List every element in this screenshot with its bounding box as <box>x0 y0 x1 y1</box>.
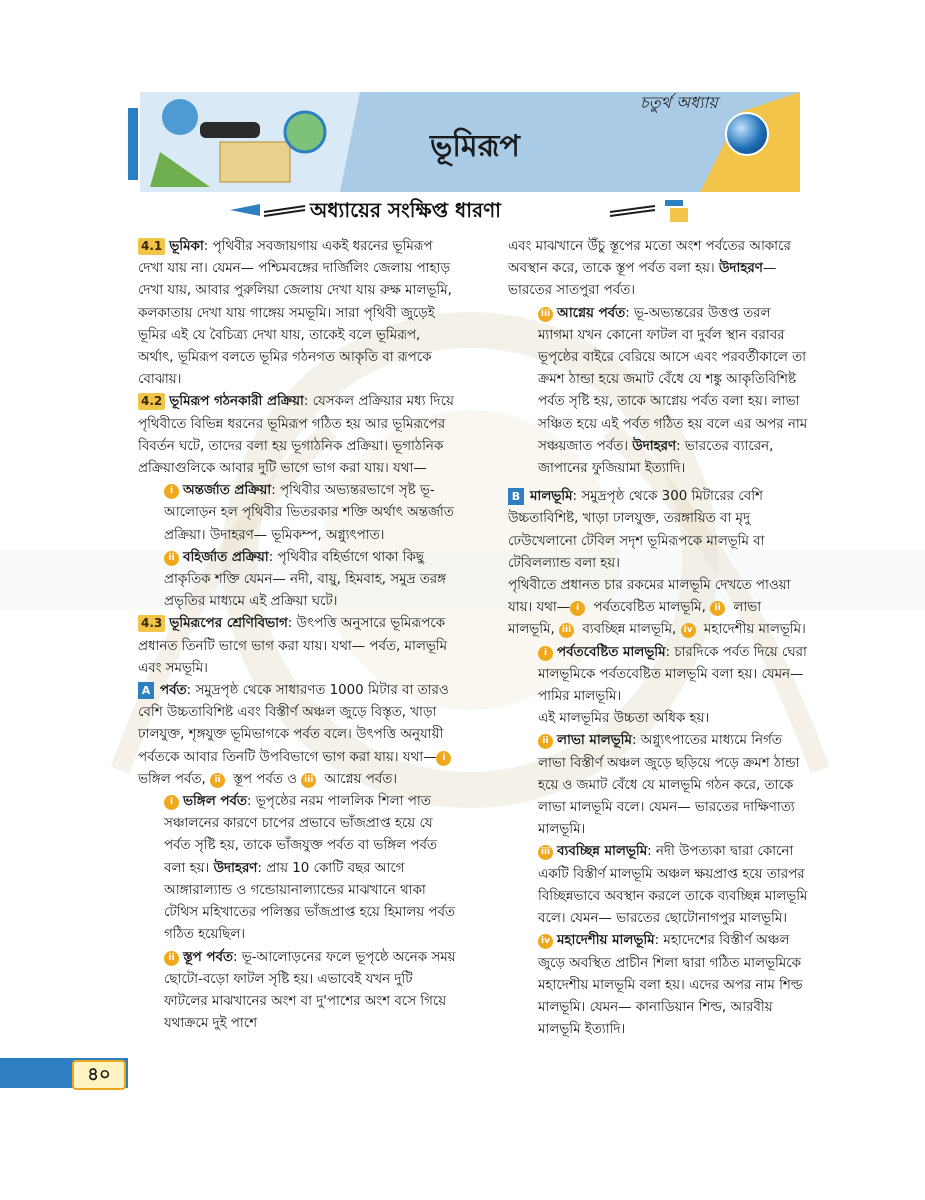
term: অন্তর্জাত প্রক্রিয়া <box>183 483 272 499</box>
paragraph-text: : পৃথিবীর সবজায়গায় একই ধরনের ভূমিরূপ দেখা যায় না। যেমন— পশ্চিমবঙ্গের দার্জিলিং জেলায় পাহাড় দেখা যায়, আবার পুরুলিয়া জেলায় দেখা যায় রুক্ষ মালভূমি, কলকাতায় দেখা যায় গাঙ্গেয় সমভূমি। সারা পৃথিবী জুড়েই ভূমির এই যে বৈচিত্র্য দেখা যায়, তাকেই বলে ভূমিরূপ, অর্থাৎ, ভূমিরূপ বলতে ভূমির গঠনগত আকৃতি বা রূপকে বোঝায়। <box>138 239 452 388</box>
paragraph-text: : সমুদ্রপৃষ্ঠ থেকে সাধারণত 1000 মিটার বা তারও বেশি উচ্চতাবিশিষ্ট এবং বিস্তীর্ণ অঞ্চল জুড়ে বিস্তৃত, খাড়া ঢালযুক্ত, শৃঙ্গযুক্ত ভূমিভাগকে পর্বত বলে। উৎপত্তি অনুযায়ী পর্বতকে আবার তিনটি উপবিভাগে ভাগ করা যায়। যথা— <box>138 683 449 765</box>
paragraph-text: : পৃথিবীর অভ্যন্তরভাগে সৃষ্ট ভূ-আলোড়ন হল পৃথিবীর ভিতরকার শক্তি অর্থাৎ অন্তর্জাত প্রক্রিয়া। উদাহরণ— ভূমিকম্প, অগ্ন্যুৎপাত। <box>164 483 454 543</box>
option-text: স্তূপ পর্বত <box>229 771 283 787</box>
paragraph-text: : ভারতের ব্যারেন, জাপানের ফুজিয়ামা ইত্যাদি। <box>538 438 774 477</box>
term: ভঙ্গিল পর্বত <box>183 794 247 810</box>
example-label: উদাহরণ <box>213 860 258 876</box>
paragraph-text: : যেসকল প্রক্রিয়ার মধ্য দিয়ে পৃথিবীতে বিভিন্ন ধরনের ভূমিরূপ গঠিত হয় আর ভূমিরূপের বিবর্তন ঘটে, তাদের বলা হয় ভূগাঠনিক প্রক্রিয়া। ভূগাঠনিক প্রক্রিয়াগুলিকে আবার দুটি ভাগে ভাগ করা যায়। যথা— <box>138 394 454 477</box>
term: পর্বতবেষ্টিত মালভূমি <box>557 644 666 660</box>
roman-badge: iii <box>301 773 316 788</box>
roman-badge: ii <box>538 734 553 749</box>
chapter-label: চতুর্থ অধ্যায় <box>640 93 718 112</box>
term: স্তূপ পর্বত <box>183 949 233 965</box>
paragraph-text: : ভূপৃষ্ঠের নরম পাললিক শিলা পাত সঞ্চালনের কারণে চাপের প্রভাবে ভাঁজপ্রাপ্ত হয়ে যে পর্বত সৃষ্টি হয়, তাকে ভাঁজযুক্ত পর্বত বা ভঙ্গিল পর্বত বলা হয়। <box>164 794 437 876</box>
paragraph-text: এই মালভূমির উচ্চতা অধিক হয়। <box>538 711 710 727</box>
option-text: লাভা মালভূমি, <box>508 600 762 638</box>
option-text: ব্যবচ্ছিন্ন মালভূমি, <box>578 622 677 638</box>
section-heading: অধ্যায়ের সংক্ষিপ্ত ধারণা <box>310 198 501 222</box>
roman-badge: i <box>538 646 553 661</box>
section-4-1 <box>138 236 458 391</box>
subitem-exogenic <box>138 547 458 614</box>
conjunction: ও <box>287 771 297 787</box>
paragraph-text: : অগ্ন্যুৎপাতের মাধ্যমে নির্গত লাভা বিস্তীর্ণ অঞ্চল জুড়ে ছড়িয়ে পড়ে ক্রমশ ঠান্ডা হয়ে ও জমাট বেঁধে যে মালভূমি গঠন করে, তাকে লাভা মালভূমি বলে। যেমন— ভারতের দাক্ষিণাত্য মালভূমি। <box>538 733 800 838</box>
paragraph-text: : সমুদ্রপৃষ্ঠ থেকে 300 মিটারের বেশি উচ্চতাবিশিষ্ট, খাড়া ঢালযুক্ত, তরঙ্গায়িত বা মৃদু ঢেউখেলানো টেবিল সদৃশ ভূমিরূপকে মালভূমি বা টেবিলল্যান্ড বলা হয়। <box>508 489 765 571</box>
term: লাভা মালভূমি <box>557 733 632 749</box>
paragraph-text: : চারদিকে পর্বত দিয়ে ঘেরা মালভূমিকে পর্বতবেষ্টিত মালভূমি বলা হয়। যেমন— পামির মালভূমি। <box>538 644 807 705</box>
option-text: ভঙ্গিল পর্বত, <box>138 771 206 787</box>
letter-badge: A <box>138 682 154 699</box>
roman-badge: i <box>164 484 179 499</box>
roman-badge: i <box>436 751 451 766</box>
roman-badge: i <box>164 795 179 810</box>
paragraph-text: : মহাদেশের বিস্তীর্ণ অঞ্চল জুড়ে অবস্থিত প্রাচীন শিলা দ্বারা গঠিত মালভূমিকে মহাদেশীয় মালভূমি বলা হয়। এদের অপর নাম শিল্ড মালভূমি। যেমন— কানাডিয়ান শিল্ড, আরবীয় মালভূমি ইত্যাদি। <box>538 933 803 1038</box>
paragraph-text: — ভারতের সাতপুরা পর্বত। <box>508 261 777 299</box>
subitem-endogenic <box>138 480 458 547</box>
paragraph-text: এবং মাঝখানে উঁচু স্তূপের মতো অংশ পর্বতের আকারে অবস্থান করে, তাকে স্তূপ পর্বত বলা হয়। <box>508 239 791 277</box>
term: পর্বত <box>160 683 187 699</box>
subitem-volcanic-mountain <box>508 303 808 481</box>
roman-badge: iii <box>538 845 553 860</box>
left-column <box>138 236 458 1035</box>
example-label: উদাহরণ <box>718 261 763 277</box>
roman-badge: iii <box>538 307 553 322</box>
term: ভূমিকা <box>169 239 204 254</box>
roman-badge: i <box>570 601 585 616</box>
paragraph-text: : নদী উপত্যকা দ্বারা কোনো একটি বিস্তীর্ণ মালভূমি অঞ্চল ক্ষয়প্রাপ্ত হয়ে তারপর বিচ্ছিন্নভাবে অবস্থান করলে তাকে ব্যবচ্ছিন্ন মালভূমি বলে। যেমন— ভারতের ছোটোনাগপুর মালভূমি। <box>538 844 808 927</box>
chapter-title: ভূমিরূপ <box>430 129 520 164</box>
option-text: মহাদেশীয় মালভূমি। <box>699 622 806 638</box>
term: মালভূমি <box>530 489 573 505</box>
section-B-plateau <box>508 486 808 575</box>
subitem-fold-mountain <box>138 791 458 946</box>
term: বহির্জাত প্রক্রিয়া <box>183 549 269 565</box>
example-label: উদাহরণ <box>632 438 677 454</box>
paragraph-text: : ভূ-অভ্যন্তরের উত্তপ্ত তরল ম্যাগমা যখন কোনো ফাটল বা দুর্বল স্থান বরাবর ভূপৃষ্ঠের বাইরে বেরিয়ে আসে এবং পরবর্তীকালে তা ক্রমশ ঠান্ডা হয়ে জমাট বেঁধে যে শঙ্কু আকৃতিবিশিষ্ট পর্বত সৃষ্টি হয়, তাকে আগ্নেয় পর্বত বলা হয়। লাভা সঞ্চিত হয়ে এই পর্বত গঠিত হয় বলে এর অপর নাম সঞ্চয়জাত পর্বত। <box>538 305 808 454</box>
subitem-intermontane-plateau <box>508 642 808 731</box>
term: ভূমিরূপের শ্রেণিবিভাগ <box>169 616 288 632</box>
section-number: 4.1 <box>138 238 165 255</box>
roman-badge: iii <box>559 623 574 638</box>
section-4-2 <box>138 391 458 480</box>
roman-badge: ii <box>210 773 225 788</box>
page-number: ৪০ <box>72 1060 126 1090</box>
right-column <box>508 236 808 1041</box>
option-text: পর্বতবেষ্টিত মালভূমি, <box>589 600 706 616</box>
subitem-dissected-plateau <box>508 841 808 930</box>
globe-icon <box>725 112 769 156</box>
section-4-3 <box>138 613 458 680</box>
subitem-block-mountain <box>138 947 458 1036</box>
subitem-continental-plateau <box>508 930 808 1041</box>
paragraph-text: : প্রায় 10 কোটি বছর আগে আঙ্গারাল্যান্ড ও গন্ডোয়ানাল্যান্ডের মাঝখানে থাকা টেথিস মহিখাতের পলিস্তর ভাঁজপ্রাপ্ত হয়ে হিমালয় পর্বত গঠিত হয়েছিল। <box>164 860 455 943</box>
term: মহাদেশীয় মালভূমি <box>557 933 655 949</box>
section-number: 4.3 <box>138 615 165 632</box>
option-text: আগ্নেয় পর্বত। <box>320 771 398 787</box>
term: ভূমিরূপ গঠনকারী প্রক্রিয়া <box>169 394 304 410</box>
paragraph-text: : পৃথিবীর বহির্ভাগে থাকা কিছু প্রাকৃতিক শক্তি যেমন— নদী, বায়ু, হিমবাহ, সমুদ্র তরঙ্গ প্রভৃতির মাধ্যমে এই প্রক্রিয়া ঘটে। <box>164 549 447 610</box>
term: আগ্নেয় পর্বত <box>557 305 626 321</box>
block-mountain-continued <box>508 236 808 303</box>
roman-badge: iv <box>681 623 696 638</box>
section-A-mountain <box>138 680 458 791</box>
roman-badge: ii <box>710 601 725 616</box>
term: ব্যবচ্ছিন্ন মালভূমি <box>557 844 648 860</box>
paragraph-text: : ভূ-আলোড়নের ফলে ভূপৃষ্ঠে অনেক সময় ছোটো-বড়ো ফাটল সৃষ্টি হয়। এভাবেই যখন দুটি ফাটলের মাঝখানের অংশ বা দু'পাশের অংশ বসে গিয়ে যথাক্রমে দুই পাশে <box>164 949 456 1032</box>
letter-badge: B <box>508 488 524 505</box>
paragraph-text: : উৎপত্তি অনুসারে ভূমিরূপকে প্রধানত তিনটি ভাগে ভাগ করা যায়। যথা— পর্বত, মালভূমি এবং সমভূমি। <box>138 616 448 676</box>
roman-badge: ii <box>164 951 179 966</box>
subitem-lava-plateau <box>508 730 808 841</box>
section-heading-banner <box>230 196 700 228</box>
roman-badge: iv <box>538 934 553 949</box>
plateau-types <box>508 575 808 642</box>
roman-badge: ii <box>164 551 179 566</box>
paragraph-text: পৃথিবীতে প্রধানত চার রকমের মালভূমি দেখতে পাওয়া যায়। যথা— <box>508 578 791 616</box>
section-number: 4.2 <box>138 393 165 410</box>
